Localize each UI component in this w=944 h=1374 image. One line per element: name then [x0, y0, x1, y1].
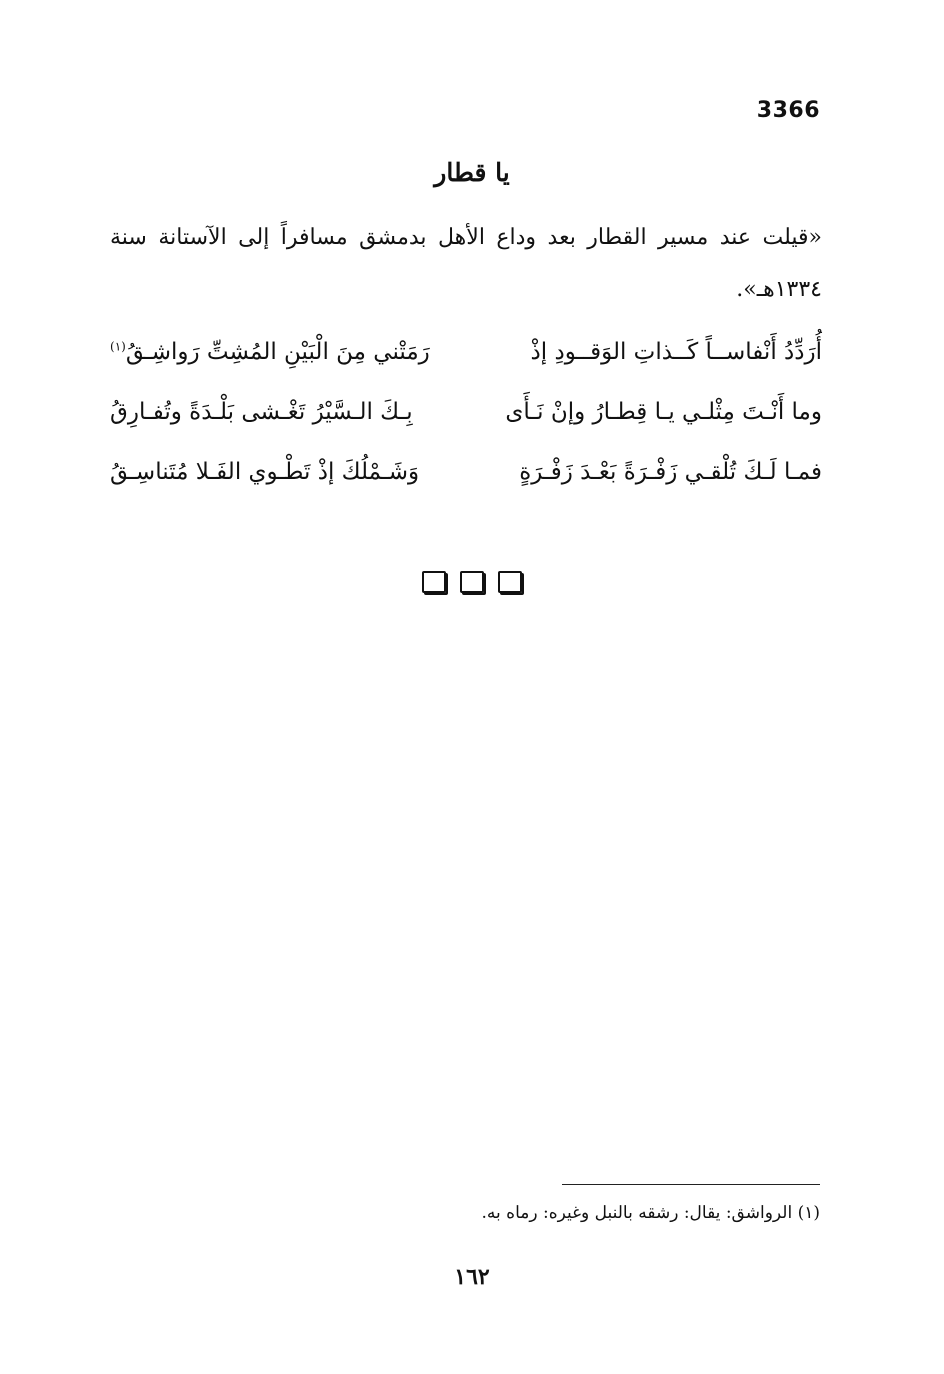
verse-line [110, 382, 822, 442]
verse-line [110, 442, 822, 502]
separator-box-icon [422, 571, 446, 593]
poem-title: يا قطار [434, 158, 510, 187]
separator-box-icon [460, 571, 484, 593]
first-hemistich: أُرَدِّدُ أَنْفاســاً كَــذاتِ الوَقــودِ إذْ [530, 339, 822, 365]
first-hemistich: وما أَنْـتَ مِثْلـي يـا قِطـارُ وإنْ نَـأَى [505, 399, 822, 425]
second-hemistich-text: رَمَتْني مِنَ الْبَيْنِ المُشِتِّ رَواشِـقُ [125, 339, 430, 365]
verses [110, 322, 822, 502]
intro-paragraph: «قيلت عند مسير القطار بعد وداع الأهل بدمشق مسافراً إلى الآستانة سنة ١٣٣٤هـ». [110, 225, 822, 302]
footnote: (١) الرواشق: يقال: رشقه بالنبل وغيره: رماه به. [481, 1203, 820, 1223]
second-hemistich: بِـكَ الـسَّيْرُ تَغْـشى بَلْـدَةً وتُفـارِقُ [110, 399, 413, 425]
section-separator [0, 571, 944, 593]
poem-number: 3366 [756, 98, 820, 123]
page-number: ١٦٢ [454, 1264, 490, 1290]
footnote-reference: (١) [110, 339, 126, 354]
verse-line [110, 322, 822, 382]
separator-box-icon [498, 571, 522, 593]
second-hemistich [110, 339, 460, 365]
first-hemistich: فمـا لَـكَ تُلْقـي زَفْـرَةً بَعْـدَ زَفْـرَةٍ [519, 459, 822, 485]
footnote-divider [562, 1184, 820, 1185]
second-hemistich: وَشَـمْلُكَ إذْ تَطْـوي الفَـلا مُتَناسِـقُ [110, 459, 420, 485]
